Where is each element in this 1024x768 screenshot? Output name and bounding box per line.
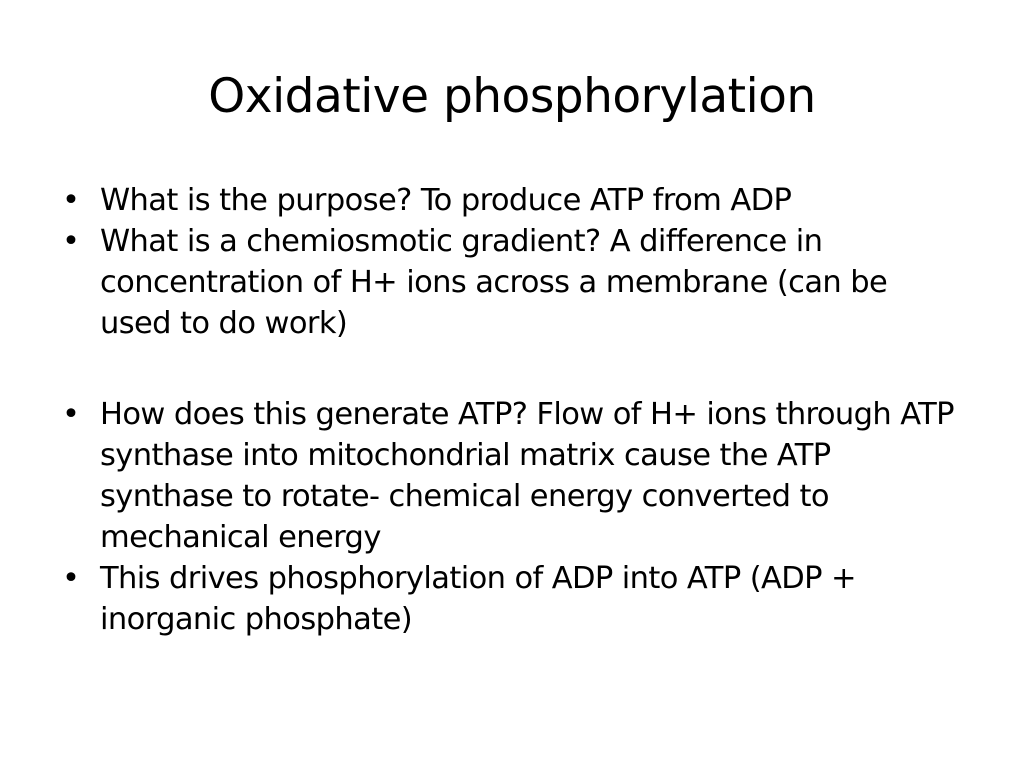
bullet-item: [62, 221, 962, 344]
bullet-text: What is a chemiosmotic gradient? A difference in concentration of H+ ions across a membrane (can be used to do work): [100, 224, 888, 341]
bullet-dot-icon: •: [62, 183, 80, 218]
slide-body: [62, 180, 962, 640]
bullet-text: This drives phosphorylation of ADP into ATP (ADP + inorganic phosphate): [100, 561, 857, 637]
bullet-dot-icon: •: [62, 397, 80, 432]
bullet-item: [62, 394, 962, 558]
bullet-text: How does this generate ATP? Flow of H+ ions through ATP synthase into mitochondrial matrix cause the ATP synthase to rotate- chemical energy converted to mechanical energy: [100, 397, 954, 555]
bullet-text: What is the purpose? To produce ATP from ADP: [100, 183, 792, 218]
bullet-item: [62, 180, 962, 221]
slide-title: Oxidative phosphorylation: [208, 69, 816, 124]
bullet-item: [62, 558, 962, 640]
bullet-dot-icon: •: [62, 224, 80, 259]
bullet-list: [62, 180, 962, 640]
bullet-dot-icon: •: [62, 561, 80, 596]
